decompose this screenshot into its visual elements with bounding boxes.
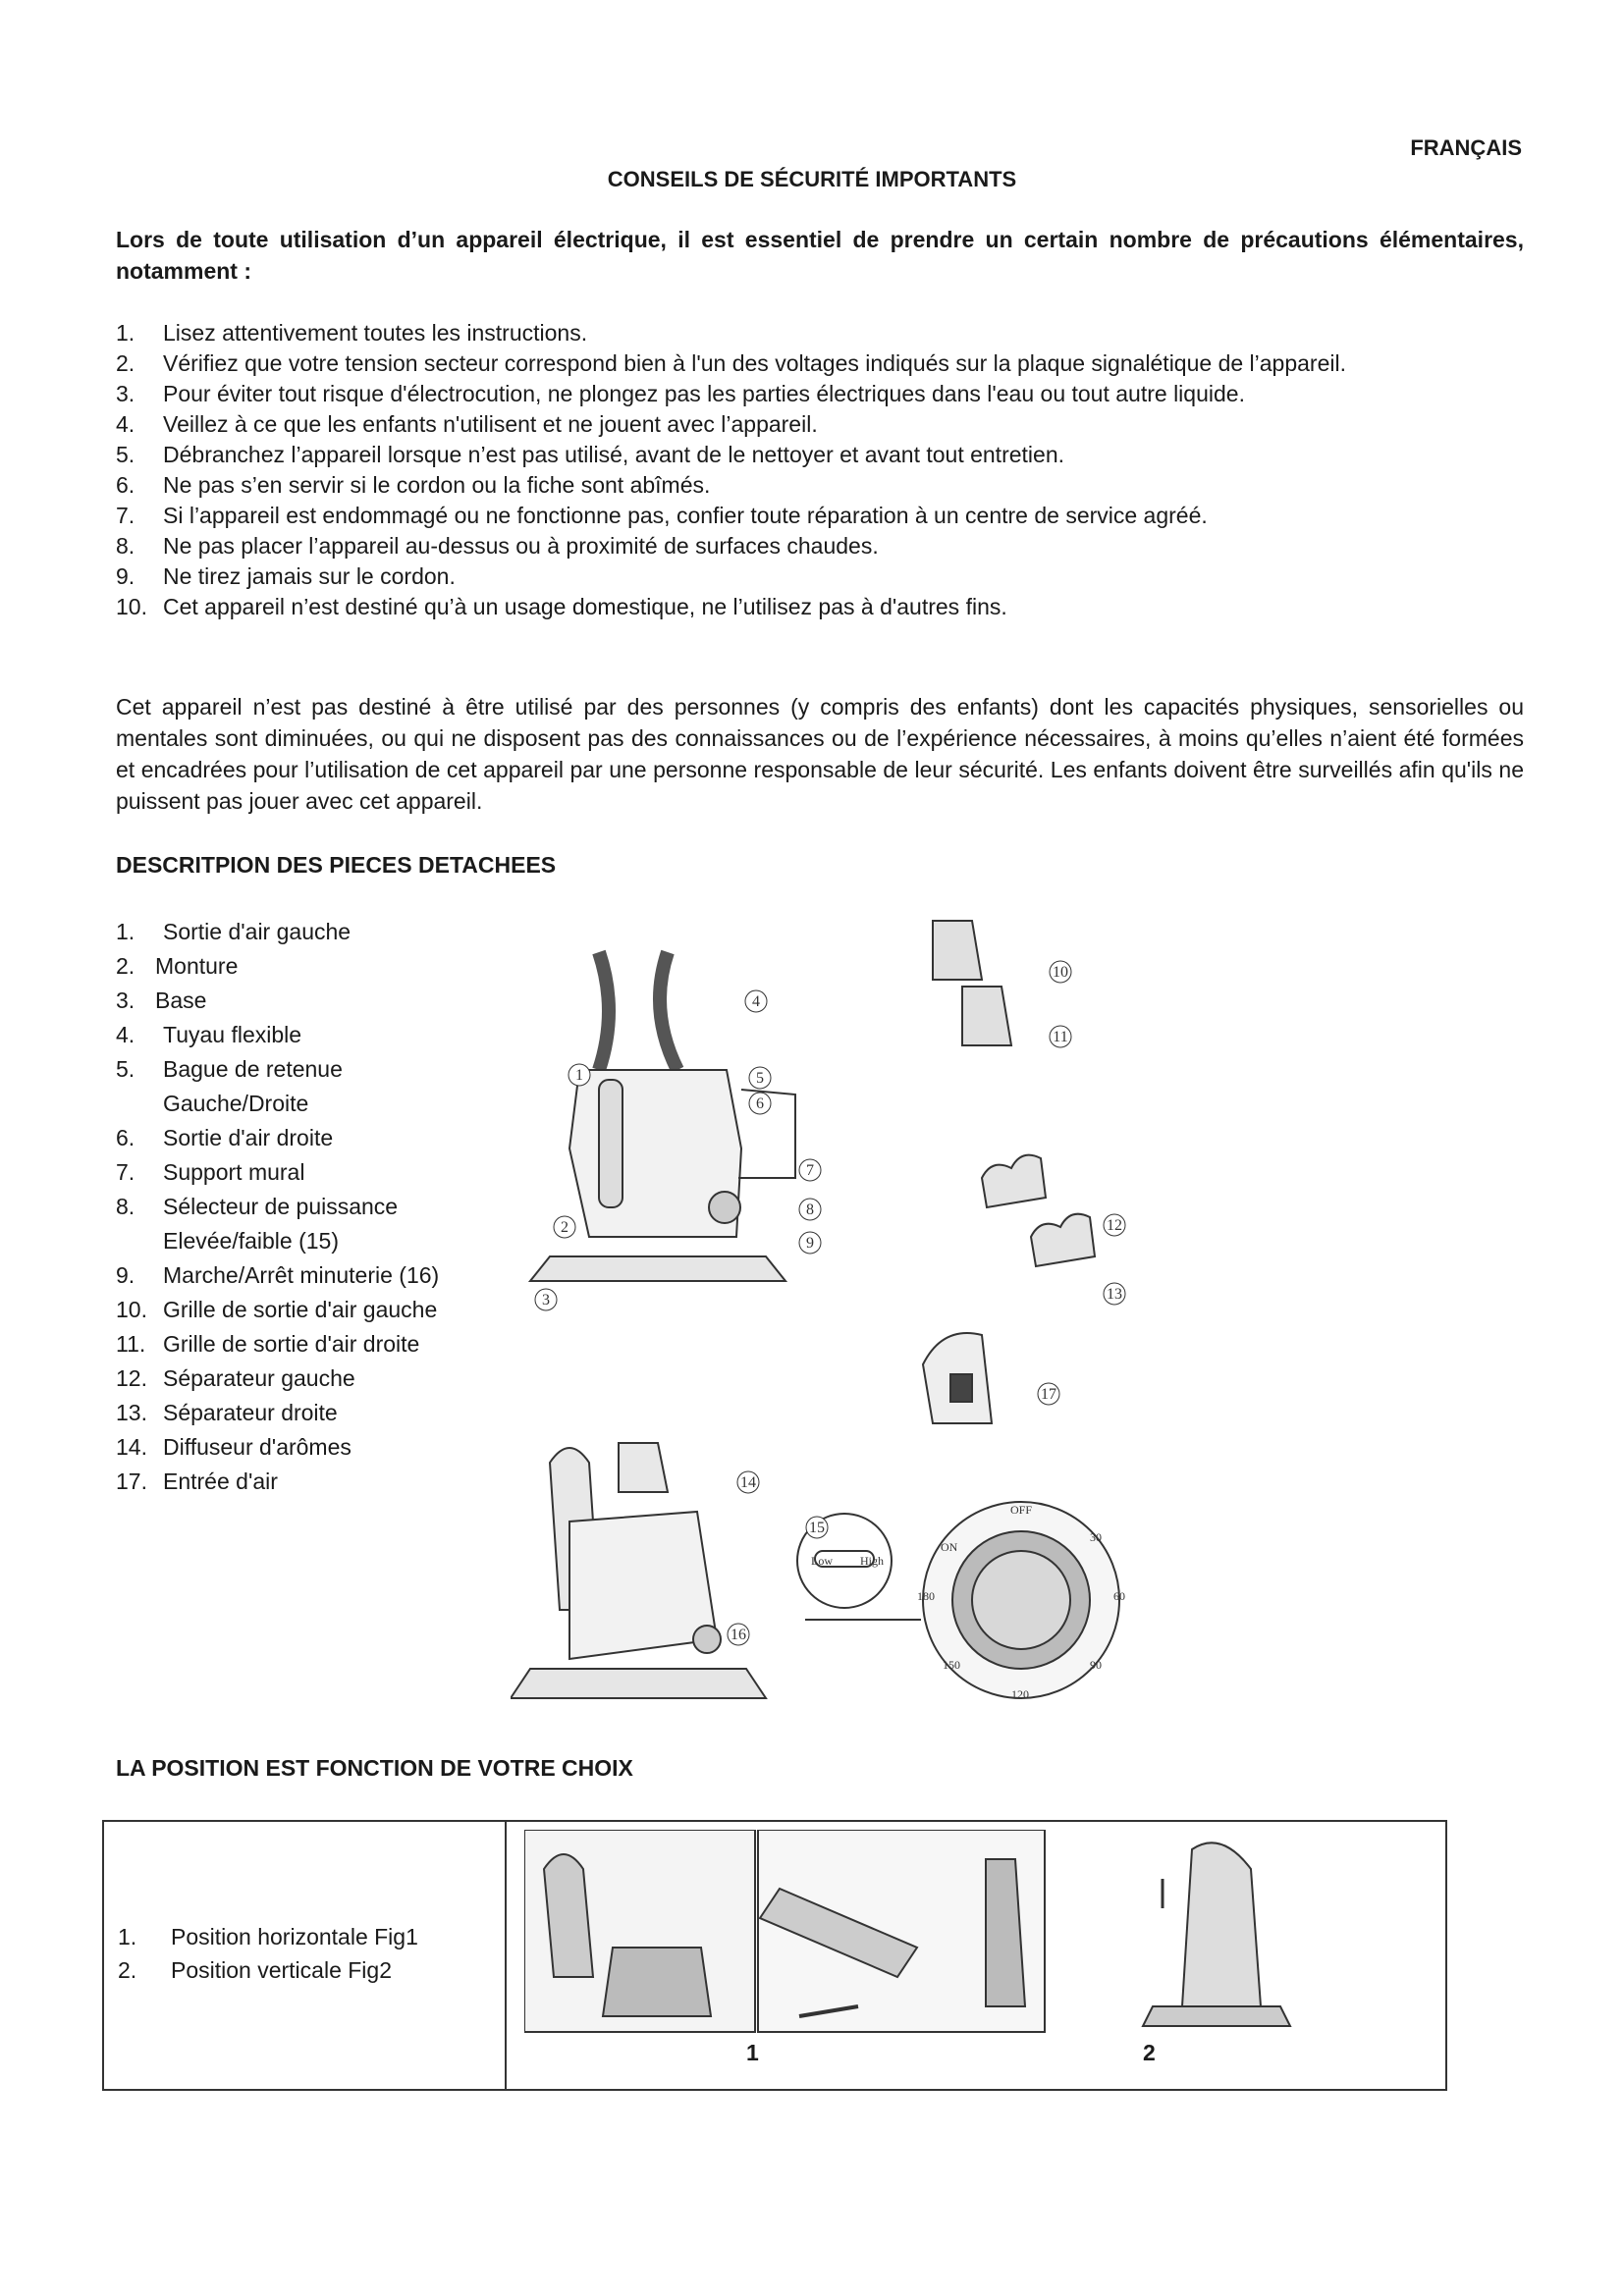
list-text: Bague de retenue <box>163 1056 343 1082</box>
list-item <box>116 949 528 984</box>
dial-tick: 90 <box>1090 1658 1102 1672</box>
list-text: Tuyau flexible <box>163 1022 302 1047</box>
list-text: Sortie d'air gauche <box>163 919 352 944</box>
svg-text:9: 9 <box>806 1235 814 1252</box>
list-item <box>116 984 528 1018</box>
list-text: Diffuseur d'arômes <box>163 1434 352 1460</box>
list-item <box>116 561 1524 592</box>
list-number: 4. <box>116 1022 135 1047</box>
list-item <box>116 348 1524 379</box>
figure-1-right-photo <box>758 1830 1045 2032</box>
position-figures <box>524 1830 1428 2036</box>
svg-text:6: 6 <box>756 1095 764 1112</box>
position-section-title: LA POSITION EST FONCTION DE VOTRE CHOIX <box>116 1755 633 1781</box>
list-number: 3. <box>116 988 135 1013</box>
dial-tick: 30 <box>1090 1530 1102 1544</box>
list-text: Séparateur droite <box>163 1400 338 1425</box>
switch-high-label: High <box>860 1554 884 1568</box>
callout-marker <box>554 1216 575 1238</box>
list-item <box>116 1190 528 1258</box>
dryer-side-illustration <box>511 1443 766 1698</box>
svg-text:4: 4 <box>752 993 760 1010</box>
position-table <box>102 1820 1447 2091</box>
list-number: 9. <box>116 563 135 589</box>
list-text: Pour éviter tout risque d'électrocution, ne plongez pas les parties électriques dans l'eau ou tout autre liquide. <box>163 381 1245 406</box>
air-inlet-illustration <box>923 1333 992 1423</box>
list-item <box>116 1362 528 1396</box>
list-text: Ne pas s’en servir si le cordon ou la fiche sont abîmés. <box>163 472 711 498</box>
list-number: 2. <box>116 350 135 376</box>
list-text: Ne pas placer l’appareil au-dessus ou à proximité de surfaces chaudes. <box>163 533 879 559</box>
list-text-continued: Elevée/faible (15) <box>163 1228 339 1254</box>
callout-marker <box>1050 961 1071 983</box>
svg-text:5: 5 <box>756 1070 764 1087</box>
list-number: 14. <box>116 1434 147 1460</box>
list-text: Si l’appareil est endommagé ou ne fonctionne pas, confier toute réparation à un centre de service agréé. <box>163 503 1208 528</box>
list-text: Marche/Arrêt minuterie (16) <box>163 1262 440 1288</box>
callout-marker <box>806 1517 828 1538</box>
parts-diagram <box>511 913 1139 1718</box>
list-item <box>116 1121 528 1155</box>
callout-marker <box>728 1624 749 1645</box>
list-item <box>116 440 1524 470</box>
list-item <box>116 1018 528 1052</box>
list-item <box>116 1155 528 1190</box>
dial-tick: 120 <box>1011 1687 1029 1701</box>
list-text: Sélecteur de puissance <box>163 1194 399 1219</box>
list-number: 5. <box>116 1056 135 1082</box>
dial-tick: 150 <box>943 1658 960 1672</box>
callout-marker <box>799 1232 821 1254</box>
list-item <box>116 1052 528 1121</box>
list-text: Monture <box>155 953 239 979</box>
list-number: 7. <box>116 503 135 528</box>
list-text: Cet appareil n’est destiné qu’à un usage domestique, ne l’utilisez pas à d'autres fins. <box>163 594 1007 619</box>
list-number: 3. <box>116 381 135 406</box>
callout-marker <box>535 1289 557 1310</box>
safety-rules-list <box>116 318 1524 622</box>
list-item <box>116 379 1524 409</box>
list-text: Lisez attentivement toutes les instructions. <box>163 320 588 346</box>
callout-marker <box>1104 1283 1125 1305</box>
parts-section-title: DESCRITPION DES PIECES DETACHEES <box>116 852 557 878</box>
callout-marker <box>749 1067 771 1089</box>
list-number: 2. <box>118 1957 137 1983</box>
callout-marker <box>737 1471 759 1493</box>
list-number: 6. <box>116 1125 135 1150</box>
switch-low-label: Low <box>811 1554 833 1568</box>
list-item <box>116 1293 528 1327</box>
list-text-continued: Gauche/Droite <box>163 1091 309 1116</box>
table-divider <box>505 1822 507 2089</box>
list-text: Support mural <box>163 1159 305 1185</box>
list-text: Veillez à ce que les enfants n'utilisent et ne jouent avec l’appareil. <box>163 411 818 437</box>
list-number: 13. <box>116 1400 147 1425</box>
list-text: Débranchez l’appareil lorsque n’est pas utilisé, avant de le nettoyer et avant tout entretien. <box>163 442 1065 467</box>
dial-off-label: OFF <box>1009 1503 1033 1517</box>
list-number: 1. <box>116 320 135 346</box>
svg-text:1: 1 <box>575 1067 583 1084</box>
intro-text: Lors de toute utilisation d’un appareil électrique, il est essentiel de prendre un certain nombre de précautions élémentaires, notamment : <box>116 227 1524 284</box>
list-number: 5. <box>116 442 135 467</box>
list-number: 6. <box>116 472 135 498</box>
svg-text:3: 3 <box>542 1292 550 1308</box>
list-number: 8. <box>116 1194 135 1219</box>
figure-1-left-photo <box>524 1830 755 2032</box>
list-item <box>116 1465 528 1499</box>
list-text: Grille de sortie d'air droite <box>163 1331 420 1357</box>
callout-marker <box>745 990 767 1012</box>
list-number: 2. <box>116 953 135 979</box>
svg-text:13: 13 <box>1107 1286 1122 1303</box>
list-number: 4. <box>116 411 135 437</box>
svg-text:2: 2 <box>561 1219 568 1236</box>
svg-text:7: 7 <box>806 1162 814 1179</box>
list-number: 9. <box>116 1262 135 1288</box>
svg-text:10: 10 <box>1053 964 1068 981</box>
svg-text:16: 16 <box>731 1627 746 1643</box>
dial-tick: 180 <box>917 1589 935 1603</box>
callout-marker <box>568 1064 590 1086</box>
callout-marker <box>799 1199 821 1220</box>
list-item <box>116 1396 528 1430</box>
list-item <box>116 592 1524 622</box>
list-item <box>116 1327 528 1362</box>
callout-marker <box>799 1159 821 1181</box>
figure-1-label: 1 <box>746 2040 759 2065</box>
list-item <box>116 531 1524 561</box>
list-item <box>118 1953 418 1987</box>
list-number: 11. <box>116 1331 146 1357</box>
list-item <box>116 1430 528 1465</box>
list-item <box>116 501 1524 531</box>
svg-text:15: 15 <box>809 1520 825 1536</box>
list-number: 1. <box>116 919 135 944</box>
list-number: 8. <box>116 533 135 559</box>
callout-marker <box>749 1093 771 1114</box>
callout-marker <box>1104 1214 1125 1236</box>
list-number: 1. <box>118 1924 137 1949</box>
callout-marker <box>1038 1383 1059 1405</box>
svg-text:11: 11 <box>1053 1029 1068 1045</box>
list-text: Ne tirez jamais sur le cordon. <box>163 563 456 589</box>
list-number: 10. <box>116 594 147 619</box>
list-item <box>116 1258 528 1293</box>
list-text: Base <box>155 988 207 1013</box>
svg-text:14: 14 <box>740 1474 756 1491</box>
svg-text:12: 12 <box>1107 1217 1122 1234</box>
list-text: Sortie d'air droite <box>163 1125 334 1150</box>
list-item <box>116 470 1524 501</box>
dial-tick: 60 <box>1113 1589 1125 1603</box>
list-text: Position horizontale Fig1 <box>171 1924 418 1949</box>
list-item <box>118 1920 418 1953</box>
callout-marker <box>1050 1026 1071 1047</box>
list-text: Vérifiez que votre tension secteur correspond bien à l'un des voltages indiqués sur la plaque signalétique de l’appareil. <box>163 350 1346 376</box>
list-number: 7. <box>116 1159 135 1185</box>
svg-text:17: 17 <box>1041 1386 1056 1403</box>
position-list <box>118 1920 418 1987</box>
parts-list <box>116 915 528 1499</box>
list-number: 10. <box>116 1297 147 1322</box>
figure-2-label: 2 <box>1143 2040 1156 2065</box>
language-label: FRANÇAIS <box>1410 135 1522 160</box>
list-item <box>116 318 1524 348</box>
figure-2-photo <box>1143 1842 1290 2026</box>
list-text: Grille de sortie d'air gauche <box>163 1297 438 1322</box>
svg-text:8: 8 <box>806 1201 814 1218</box>
list-text: Entrée d'air <box>163 1468 278 1494</box>
separator-illustration <box>982 1155 1095 1266</box>
dial-on-label: ON <box>941 1540 958 1554</box>
list-text: Position verticale Fig2 <box>171 1957 392 1983</box>
warning-paragraph: Cet appareil n’est pas destiné à être utilisé par des personnes (y compris des enfants) dont les capacités physiques, sensorielles ou mentales sont diminuées, ou qui ne disposent pas des connaissances ou de l’expérience nécessaires, à moins qu’elles n’aient été formées et encadrées pour l’utilisation de cet appareil par une personne responsable de leur sécurité. Les enfants doivent être surveillés afin qu'ils ne puissent pas jouer avec cet appareil. <box>116 694 1524 814</box>
list-item <box>116 915 528 949</box>
page-title: CONSEILS DE SÉCURITÉ IMPORTANTS <box>607 167 1017 191</box>
list-item <box>116 409 1524 440</box>
list-number: 12. <box>116 1365 147 1391</box>
list-text: Séparateur gauche <box>163 1365 355 1391</box>
grille-illustration <box>933 921 1011 1045</box>
list-number: 17. <box>116 1468 147 1494</box>
